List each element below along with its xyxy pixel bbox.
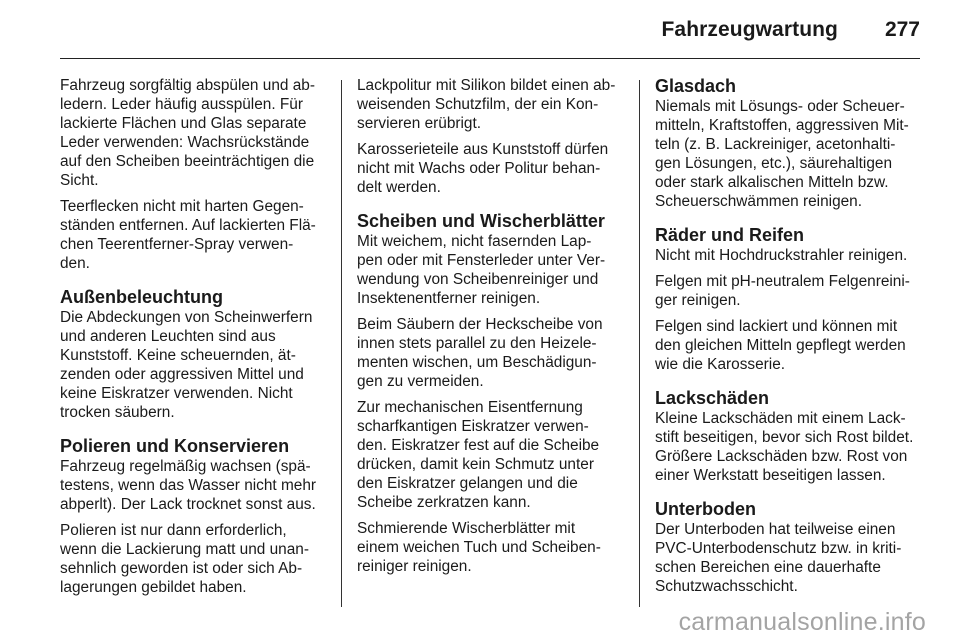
page-number: 277 [884, 18, 920, 41]
paragraph: Mit weichem, nicht fasernden Lap- pen oder mit Fensterleder unter Ver- wendung von Scheibenreiniger und Insektenentferner reinigen. [357, 233, 606, 307]
header-divider [60, 58, 920, 59]
column-right [655, 76, 923, 603]
section-heading-unterboden: Unterboden [655, 499, 756, 519]
section-heading-lackschaeden: Lackschäden [655, 388, 770, 408]
paragraph: Teerflecken nicht mit harten Gegen- ständen entfernen. Auf lackierten Flä- chen Teerentferner-Spray verwen- den. [60, 198, 316, 272]
paragraph: Schmierende Wischerblätter mit einem weichen Tuch und Scheiben- reiniger reinigen. [357, 520, 601, 575]
paragraph: Niemals mit Lösungs- oder Scheuer- mitteln, Kraftstoffen, aggressiven Mit- teln (z. B. Lackreiniger, acetonhalti- gen Lösungen, etc.), säurehaltigen oder stark alkalischen Mitteln bzw. Scheuerschwämmen reinigen. [655, 98, 909, 210]
page-header [60, 0, 920, 58]
paragraph: Kleine Lackschäden mit einem Lack- stift beseitigen, bevor sich Rost bildet. Größere Lackschäden bzw. Rost von einer Werkstatt beseitigen lassen. [655, 410, 914, 484]
paragraph: Polieren ist nur dann erforderlich, wenn die Lackierung matt und unan- sehnlich geworden ist oder sich Ab- lagerungen gebildet haben. [60, 522, 309, 596]
section-heading-raeder: Räder und Reifen [655, 225, 805, 245]
section-heading-polieren: Polieren und Konservieren [60, 436, 290, 456]
paragraph: Die Abdeckungen von Scheinwerfern und anderen Leuchten sind aus Kunststoff. Keine scheuernden, ät- zenden oder aggressiven Mittel und keine Eiskratzer verwenden. Nicht trocken säubern. [60, 309, 313, 421]
section-heading-glasdach: Glasdach [655, 76, 737, 96]
page-title: Fahrzeugwartung [661, 18, 838, 41]
paragraph: Lackpolitur mit Silikon bildet einen ab- weisenden Schutzfilm, der ein Kon- servieren erübrigt. [357, 77, 616, 132]
column-divider [639, 80, 640, 607]
column-divider [341, 80, 342, 607]
paragraph: Nicht mit Hochdruckstrahler reinigen. [655, 247, 908, 264]
column-middle [357, 76, 625, 583]
section-heading-scheiben: Scheiben und Wischerblätter [357, 211, 605, 231]
paragraph: Fahrzeug sorgfältig abspülen und ab- ledern. Leder häufig ausspülen. Für lackierte Flächen und Glas separate Leder verwenden: Wachsrückstände auf den Scheiben beeinträchtigen die Sicht. [60, 77, 315, 189]
paragraph: Felgen mit pH-neutralem Felgenreini- ger reinigen. [655, 273, 910, 309]
paragraph: Felgen sind lackiert und können mit den gleichen Mitteln gepflegt werden wie die Karosserie. [655, 318, 906, 373]
paragraph: Karosserieteile aus Kunststoff dürfen nicht mit Wachs oder Politur behan- delt werden. [357, 141, 609, 196]
paragraph: Beim Säubern der Heckscheibe von innen stets parallel zu den Heizele- menten wischen, um Beschädigun- gen zu vermeiden. [357, 316, 603, 390]
paragraph: Der Unterboden hat teilweise einen PVC-Unterbodenschutz bzw. in kriti- schen Bereichen eine dauerhafte Schutzwachsschicht. [655, 521, 902, 595]
watermark-text: carmanualsonline.info [678, 608, 926, 636]
paragraph: Fahrzeug regelmäßig wachsen (spä- testens, wenn das Wasser nicht mehr abperlt). Der Lack trocknet sonst aus. [60, 458, 317, 513]
paragraph: Zur mechanischen Eisentfernung scharfkantigen Eiskratzer verwen- den. Eiskratzer fest auf die Scheibe drücken, damit kein Schmutz unter den Eiskratzer gelangen und die Scheibe zerkratzen kann. [357, 399, 600, 511]
column-left [60, 76, 328, 604]
section-heading-aussenbeleuchtung: Außenbeleuchtung [60, 287, 223, 307]
